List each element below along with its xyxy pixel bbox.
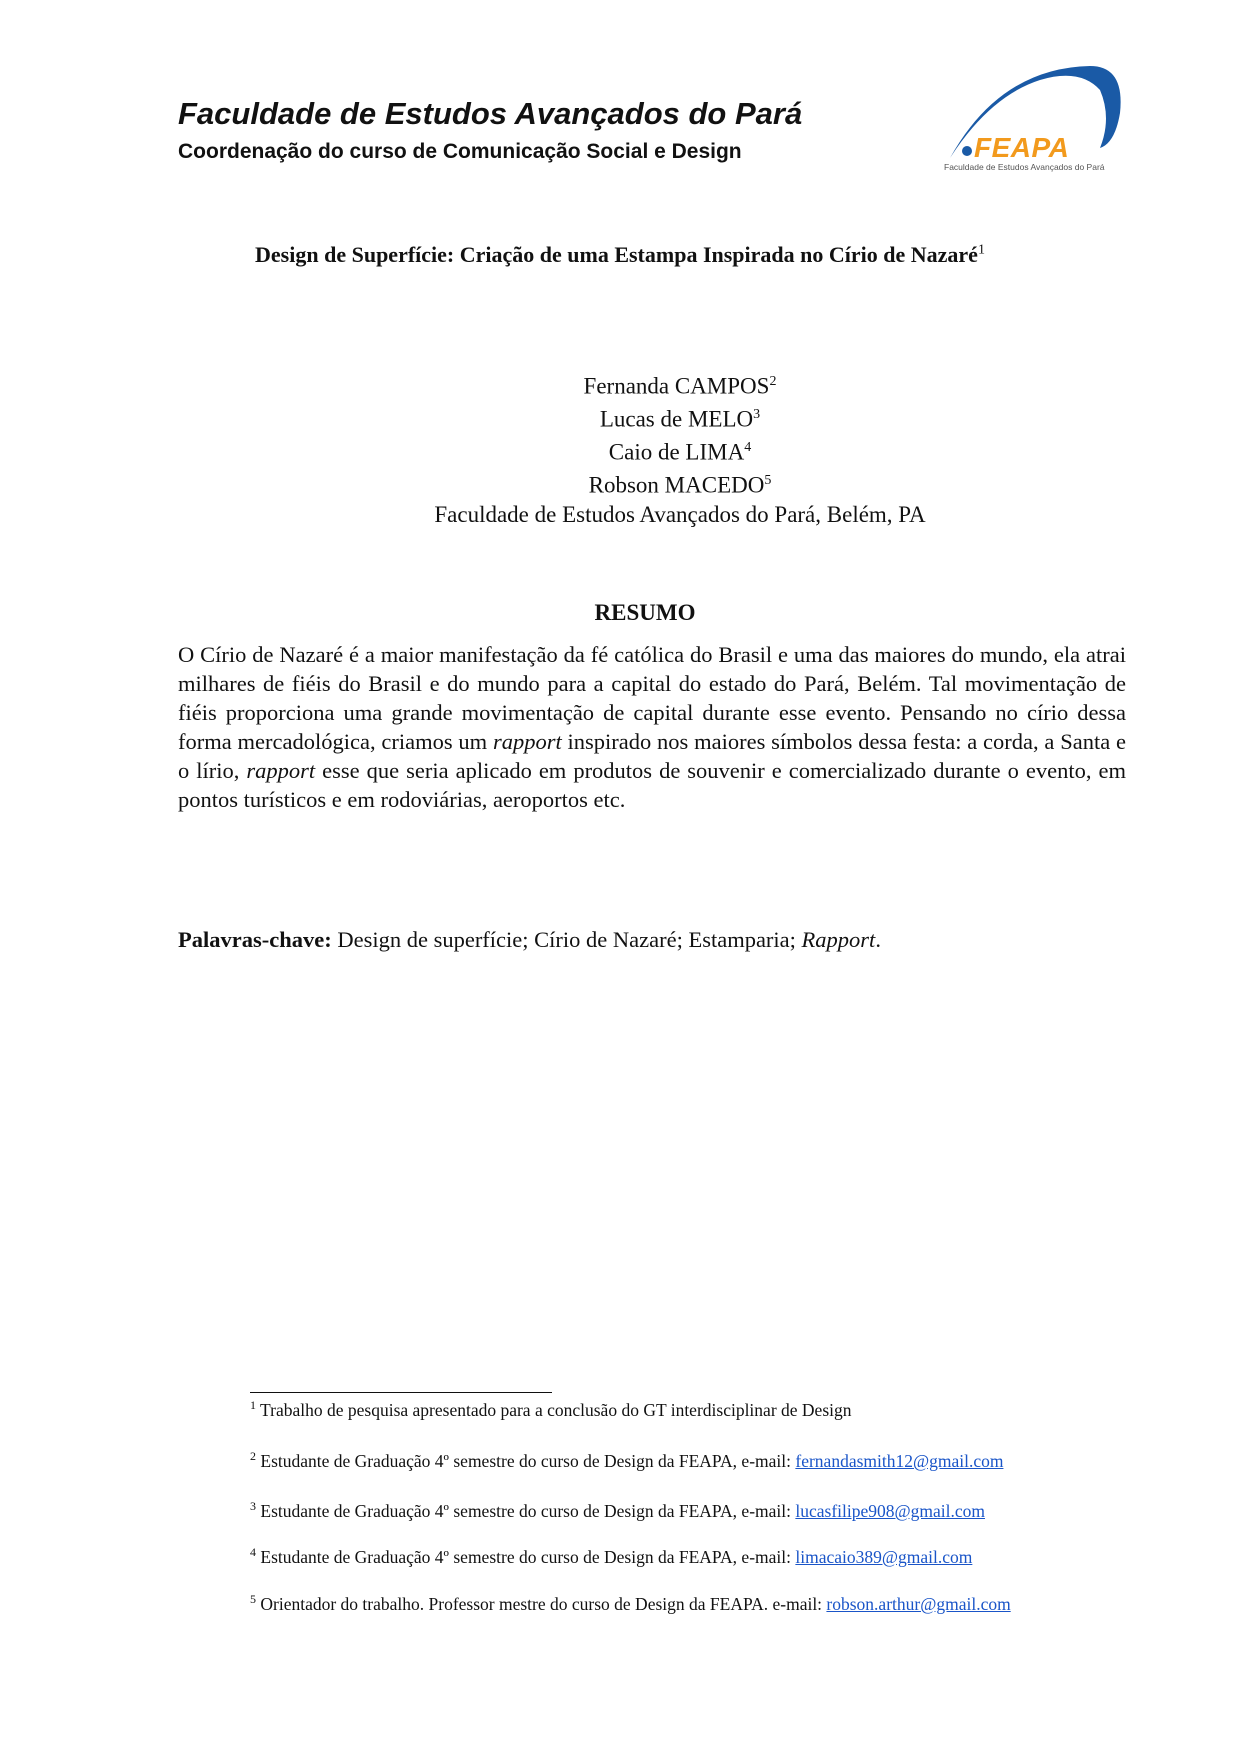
email-link[interactable]: lucasfilipe908@gmail.com [795,1500,985,1521]
keywords [178,927,881,953]
footnote-5 [250,1592,1011,1615]
abstract-heading: RESUMO [594,600,696,625]
footnote-number: 5 [250,1592,256,1606]
author-line [0,368,1240,401]
keywords-italic: Rapport [801,927,876,952]
email-link[interactable]: fernandasmith12@gmail.com [795,1450,1004,1471]
email-link[interactable]: robson.arthur@gmail.com [826,1593,1011,1614]
footnote-3 [250,1499,985,1522]
logo-dot-icon [962,146,972,156]
title-footnote-marker: 1 [977,242,985,258]
email-link[interactable]: limacaio389@gmail.com [795,1546,973,1567]
affiliation: Faculdade de Estudos Avançados do Pará, Belém, PA [434,501,926,527]
course-name: Coordenação do curso de Comunicação Social e Design [178,140,742,163]
abstract-term: rapport [246,758,316,783]
feapa-logo [940,58,1130,178]
abstract-text: esse que seria aplicado em produtos de souvenir e comercializado durante o evento, em pontos turísticos e em rodoviárias, aeroportos etc. [178,758,1127,812]
author-footnote-marker: 4 [744,440,752,456]
logo-caption: Faculdade de Estudos Avançados do Pará [944,162,1105,172]
paper-title [0,242,1240,268]
author-name: Fernanda CAMPOS [583,373,770,399]
abstract-body [178,640,1126,814]
author-line [0,434,1240,467]
footnote-number: 2 [250,1449,256,1463]
keywords-text: Design de superfície; Círio de Nazaré; Estamparia; [331,927,802,952]
footnote-text: Orientador do trabalho. Professor mestre do curso de Design da FEAPA. e-mail: [256,1593,827,1614]
footnote-2 [250,1449,1003,1472]
footnote-1 [250,1398,852,1421]
title-text: Design de Superfície: Criação de uma Estampa Inspirada no Círio de Nazaré [255,242,978,267]
abstract-text: O Círio de Nazaré é a maior manifestação da fé católica do Brasil e uma das maiores do mundo, ela atrai milhares de fiéis do Brasil e do mundo para a capital do estado do Pará, Belém. Tal movimentação de fiéis proporciona uma grande movimentação de capital durante esse evento. Pensando no círio dessa forma mercadológica, criamos um [178,642,1126,754]
author-name: Lucas de MELO [599,406,754,432]
logo-text: FEAPA [974,132,1070,163]
footnote-text: Estudante de Graduação 4º semestre do curso de Design da FEAPA, e-mail: [256,1546,796,1567]
author-line [0,401,1240,434]
keywords-label: Palavras-chave: [178,927,332,952]
footnote-number: 3 [250,1499,256,1513]
footnote-4 [250,1545,972,1568]
page-header [178,96,802,164]
footnote-text: Estudante de Graduação 4º semestre do curso de Design da FEAPA, e-mail: [256,1450,796,1471]
author-footnote-marker: 3 [753,407,761,423]
keywords-end: . [875,927,881,952]
author-line [0,467,1240,500]
author-list [0,368,1240,529]
footnote-number: 4 [250,1545,256,1559]
author-footnote-marker: 2 [769,374,777,389]
abstract-text: inspirado nos maiores símbolos dessa festa: a corda, a Santa e o lírio, [178,729,1126,783]
author-footnote-marker: 5 [764,473,772,489]
author-name: Robson MACEDO [588,473,765,499]
footnote-divider [250,1392,552,1393]
footnote-number: 1 [250,1398,256,1412]
footnote-text: Trabalho de pesquisa apresentado para a conclusão do GT interdisciplinar de Design [256,1399,852,1420]
footnote-text: Estudante de Graduação 4º semestre do curso de Design da FEAPA, e-mail: [256,1500,796,1521]
author-name: Caio de LIMA [608,439,745,465]
abstract-term: rapport [492,729,562,754]
institution-name: Faculdade de Estudos Avançados do Pará [178,96,803,131]
